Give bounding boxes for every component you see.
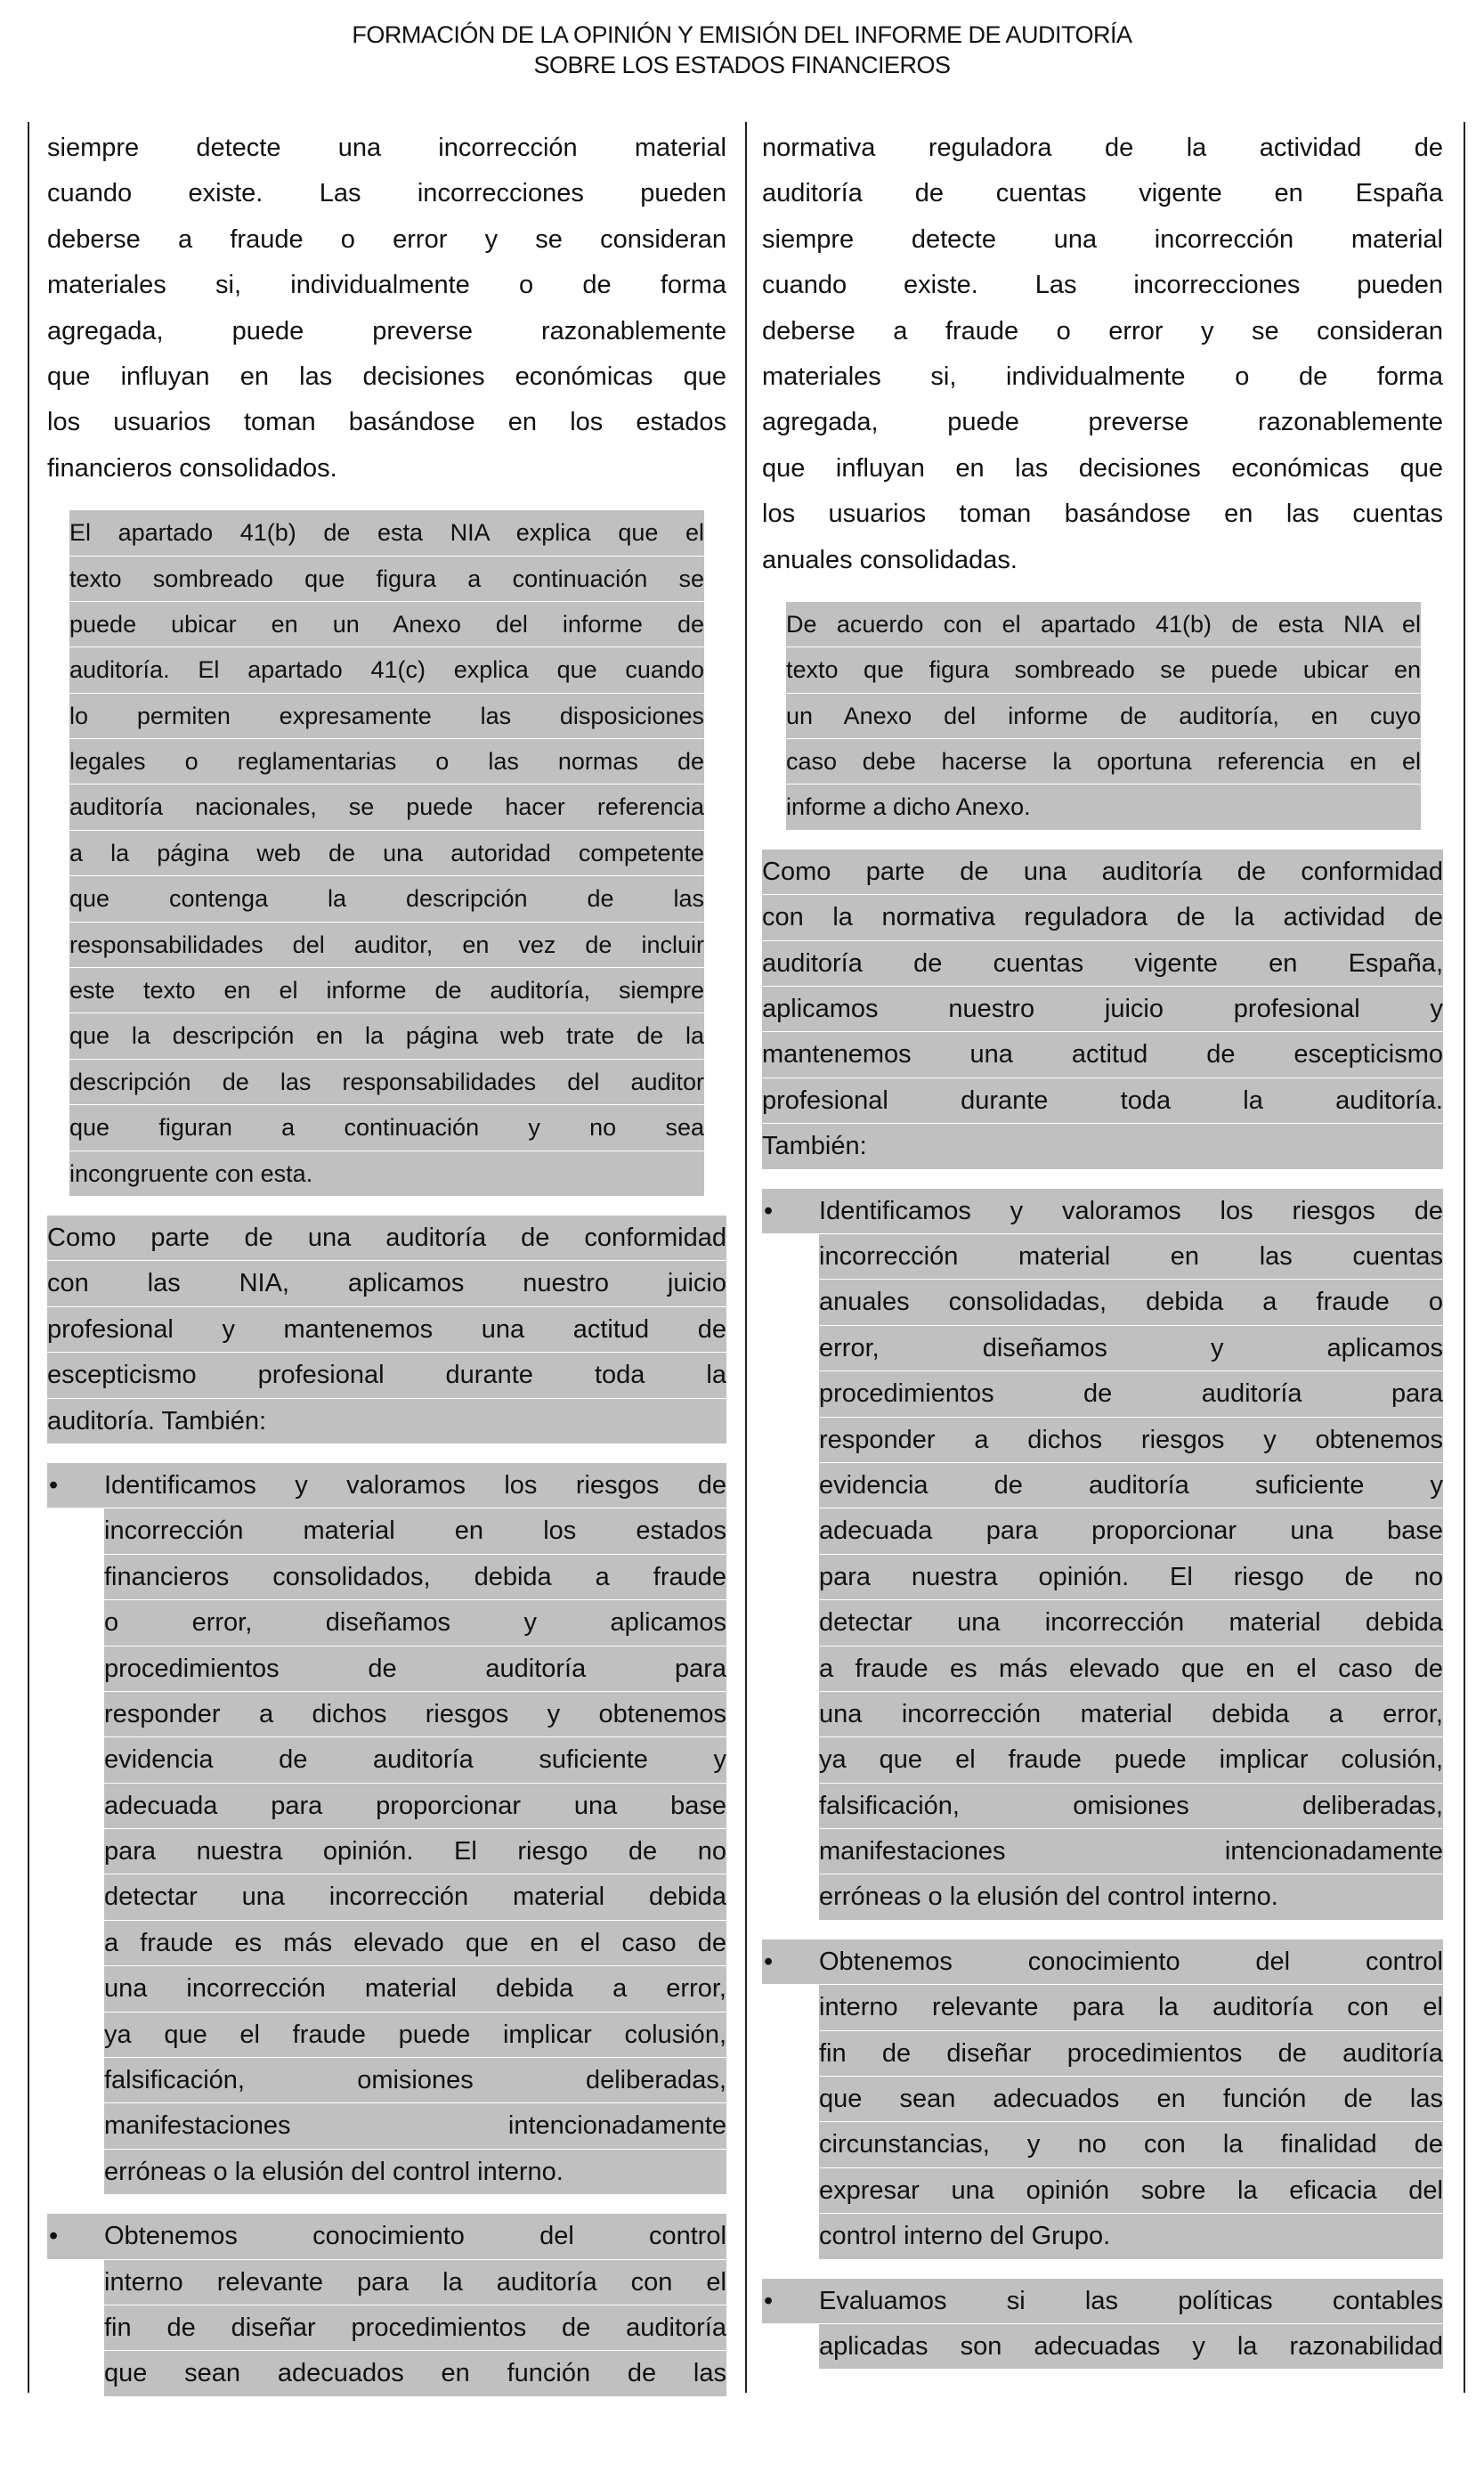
text-line: cuando existe. Las incorrecciones pueden xyxy=(47,179,726,208)
text-line: deberse a fraude o error y se consideran xyxy=(47,224,726,254)
text-line: responder a dichos riesgos y obtenemos xyxy=(819,1418,1443,1462)
text-line: erróneas o la elusión del control interno. xyxy=(104,2150,726,2194)
text-line: manifestaciones intencionadamente xyxy=(819,1829,1443,1874)
guidance-note-box xyxy=(69,510,704,1196)
text-line: auditoría. El apartado 41(c) explica que cuando xyxy=(69,647,704,692)
page-header-title: FORMACIÓN DE LA OPINIÓN Y EMISIÓN DEL INFORME DE AUDITORÍA xyxy=(352,21,1132,48)
text-line: adecuada para proporcionar una base xyxy=(104,1784,726,1828)
text-line: incorrección material en los estados xyxy=(104,1508,726,1553)
text-line: legales o reglamentarias o las normas de xyxy=(69,739,704,784)
text-line: procedimientos de auditoría para xyxy=(104,1647,726,1691)
text-line: que sean adecuados en función de las xyxy=(104,2351,726,2395)
text-line: materiales si, individualmente o de forma xyxy=(47,271,726,300)
text-line: responsabilidades del auditor, en vez de incluir xyxy=(69,923,704,967)
text-line: un Anexo del informe de auditoría, en cuyo xyxy=(786,694,1421,738)
text-line: que sean adecuados en función de las xyxy=(819,2077,1443,2121)
text-line: responder a dichos riesgos y obtenemos xyxy=(104,1692,726,1736)
text-line: profesional durante toda la auditoría. xyxy=(762,1078,1443,1123)
text-line: a la página web de una autoridad competente xyxy=(69,831,704,875)
text-line: mantenemos una actitud de escepticismo xyxy=(762,1032,1443,1077)
text-line: materiales si, individualmente o de forma xyxy=(762,362,1443,391)
text-line: cuando existe. Las incorrecciones pueden xyxy=(762,271,1443,300)
text-line: anuales consolidadas, debida a fraude o xyxy=(819,1280,1443,1324)
text-line: interno relevante para la auditoría con el xyxy=(104,2260,726,2305)
text-line: que la descripción en la página web trate de la xyxy=(69,1013,704,1058)
text-line: deberse a fraude o error y se consideran xyxy=(762,316,1443,346)
bullet-icon: • xyxy=(47,1463,104,1508)
text-line: interno relevante para la auditoría con el xyxy=(819,1985,1443,2029)
text-line: auditoría. También: xyxy=(47,1399,726,1443)
text-line: que influyan en las decisiones económicas que xyxy=(762,453,1443,483)
text-line: incongruente con esta. xyxy=(69,1151,704,1196)
left-column xyxy=(47,126,726,2416)
paragraph xyxy=(762,126,1443,582)
text-line: financieros consolidados, debida a fraude xyxy=(104,1555,726,1599)
text-line: ya que el fraude puede implicar colusión, xyxy=(819,1737,1443,1782)
text-line: o error, diseñamos y aplicamos xyxy=(104,1600,726,1645)
text-line: detectar una incorrección material debida xyxy=(819,1600,1443,1645)
text-line: El apartado 41(b) de esta NIA explica que el xyxy=(69,510,704,555)
text-line: informe a dicho Anexo. xyxy=(786,785,1421,829)
text-line: aplicadas son adecuadas y la razonabilidad xyxy=(819,2324,1443,2369)
paragraph xyxy=(47,126,726,491)
bullet-list-item xyxy=(47,1463,726,2194)
text-line: que influyan en las decisiones económicas que xyxy=(47,362,726,391)
bullet-list-item xyxy=(47,2214,726,2396)
column-divider xyxy=(745,122,747,2393)
text-line: para nuestra opinión. El riesgo de no xyxy=(819,1555,1443,1599)
guidance-note-box xyxy=(786,602,1421,830)
text-line: También: xyxy=(762,1124,1443,1168)
text-line: Identificamos y valoramos los riesgos de xyxy=(819,1189,1443,1233)
bullet-icon: • xyxy=(762,2279,819,2323)
text-line: Obtenemos conocimiento del control xyxy=(104,2214,726,2258)
right-column xyxy=(762,126,1443,2388)
right-column-border xyxy=(1464,122,1465,2393)
text-line: a fraude es más elevado que en el caso de xyxy=(819,1647,1443,1691)
text-line: falsificación, omisiones deliberadas, xyxy=(819,1784,1443,1828)
text-line: detectar una incorrección material debida xyxy=(104,1874,726,1919)
text-line: con la normativa reguladora de la actividad de xyxy=(762,895,1443,939)
text-line: que contenga la descripción de las xyxy=(69,876,704,921)
text-line: control interno del Grupo. xyxy=(819,2214,1443,2258)
text-line: con las NIA, aplicamos nuestro juicio xyxy=(47,1261,726,1305)
text-line: error, diseñamos y aplicamos xyxy=(819,1326,1443,1370)
text-line: agregada, puede preverse razonablemente xyxy=(762,408,1443,437)
bullet-icon: • xyxy=(47,2214,104,2258)
text-line: una incorrección material debida a error, xyxy=(104,1966,726,2011)
text-line: fin de diseñar procedimientos de auditoría xyxy=(104,2305,726,2350)
text-line: Identificamos y valoramos los riesgos de xyxy=(104,1463,726,1508)
page-header-subtitle: SOBRE LOS ESTADOS FINANCIEROS xyxy=(533,52,951,78)
text-line: para nuestra opinión. El riesgo de no xyxy=(104,1829,726,1874)
text-line: fin de diseñar procedimientos de auditoría xyxy=(819,2031,1443,2076)
text-line: a fraude es más elevado que en el caso de xyxy=(104,1921,726,1965)
text-line: Obtenemos conocimiento del control xyxy=(819,1939,1443,1984)
left-column-border xyxy=(28,122,29,2393)
text-line: los usuarios toman basándose en las cuentas xyxy=(762,500,1443,529)
text-line: incorrección material en las cuentas xyxy=(819,1234,1443,1279)
text-line: falsificación, omisiones deliberadas, xyxy=(104,2058,726,2102)
text-line: texto que figura sombreado se puede ubicar en xyxy=(786,647,1421,692)
paragraph xyxy=(762,850,1443,1169)
text-line: Como parte de una auditoría de conformidad xyxy=(762,850,1443,894)
text-line: evidencia de auditoría suficiente y xyxy=(104,1737,726,1782)
text-line: siempre detecte una incorrección material xyxy=(47,134,726,162)
text-line: Evaluamos si las políticas contables xyxy=(819,2279,1443,2323)
bullet-list-item xyxy=(762,1189,1443,1920)
text-line: Como parte de una auditoría de conformidad xyxy=(47,1216,726,1260)
text-line: erróneas o la elusión del control interno. xyxy=(819,1874,1443,1919)
text-line: procedimientos de auditoría para xyxy=(819,1371,1443,1416)
text-line: puede ubicar en un Anexo del informe de xyxy=(69,602,704,646)
text-line: manifestaciones intencionadamente xyxy=(104,2103,726,2148)
text-line: circunstancias, y no con la finalidad de xyxy=(819,2122,1443,2167)
text-line: lo permiten expresamente las disposiciones xyxy=(69,694,704,738)
text-line: profesional y mantenemos una actitud de xyxy=(47,1307,726,1352)
bullet-list-item xyxy=(762,1939,1443,2259)
text-line: ya que el fraude puede implicar colusión, xyxy=(104,2013,726,2057)
text-line: financieros consolidados. xyxy=(47,453,337,483)
text-line: agregada, puede preverse razonablemente xyxy=(47,316,726,346)
text-line: normativa reguladora de la actividad de xyxy=(762,134,1443,162)
text-line: escepticismo profesional durante toda la xyxy=(47,1353,726,1397)
text-line: evidencia de auditoría suficiente y xyxy=(819,1463,1443,1508)
text-line: una incorrección material debida a error, xyxy=(819,1692,1443,1736)
text-line: este texto en el informe de auditoría, siempre xyxy=(69,968,704,1012)
text-line: siempre detecte una incorrección material xyxy=(762,224,1443,254)
text-line: texto sombreado que figura a continuación se xyxy=(69,557,704,601)
text-line: descripción de las responsabilidades del auditor xyxy=(69,1060,704,1104)
text-line: expresar una opinión sobre la eficacia del xyxy=(819,2168,1443,2213)
text-line: auditoría de cuentas vigente en España, xyxy=(762,941,1443,986)
text-line: aplicamos nuestro juicio profesional y xyxy=(762,987,1443,1031)
text-line: auditoría de cuentas vigente en España xyxy=(762,179,1443,208)
text-line: caso debe hacerse la oportuna referencia en el xyxy=(786,739,1421,784)
paragraph xyxy=(47,1216,726,1443)
text-line: anuales consolidadas. xyxy=(762,545,1018,574)
text-line: De acuerdo con el apartado 41(b) de esta NIA el xyxy=(786,602,1421,646)
text-line: auditoría nacionales, se puede hacer referencia xyxy=(69,785,704,829)
bullet-icon: • xyxy=(762,1939,819,1984)
text-line: que figuran a continuación y no sea xyxy=(69,1105,704,1150)
bullet-list-item xyxy=(762,2279,1443,2370)
text-line: los usuarios toman basándose en los estados xyxy=(47,408,726,437)
bullet-icon: • xyxy=(762,1189,819,1233)
text-line: adecuada para proporcionar una base xyxy=(819,1508,1443,1553)
